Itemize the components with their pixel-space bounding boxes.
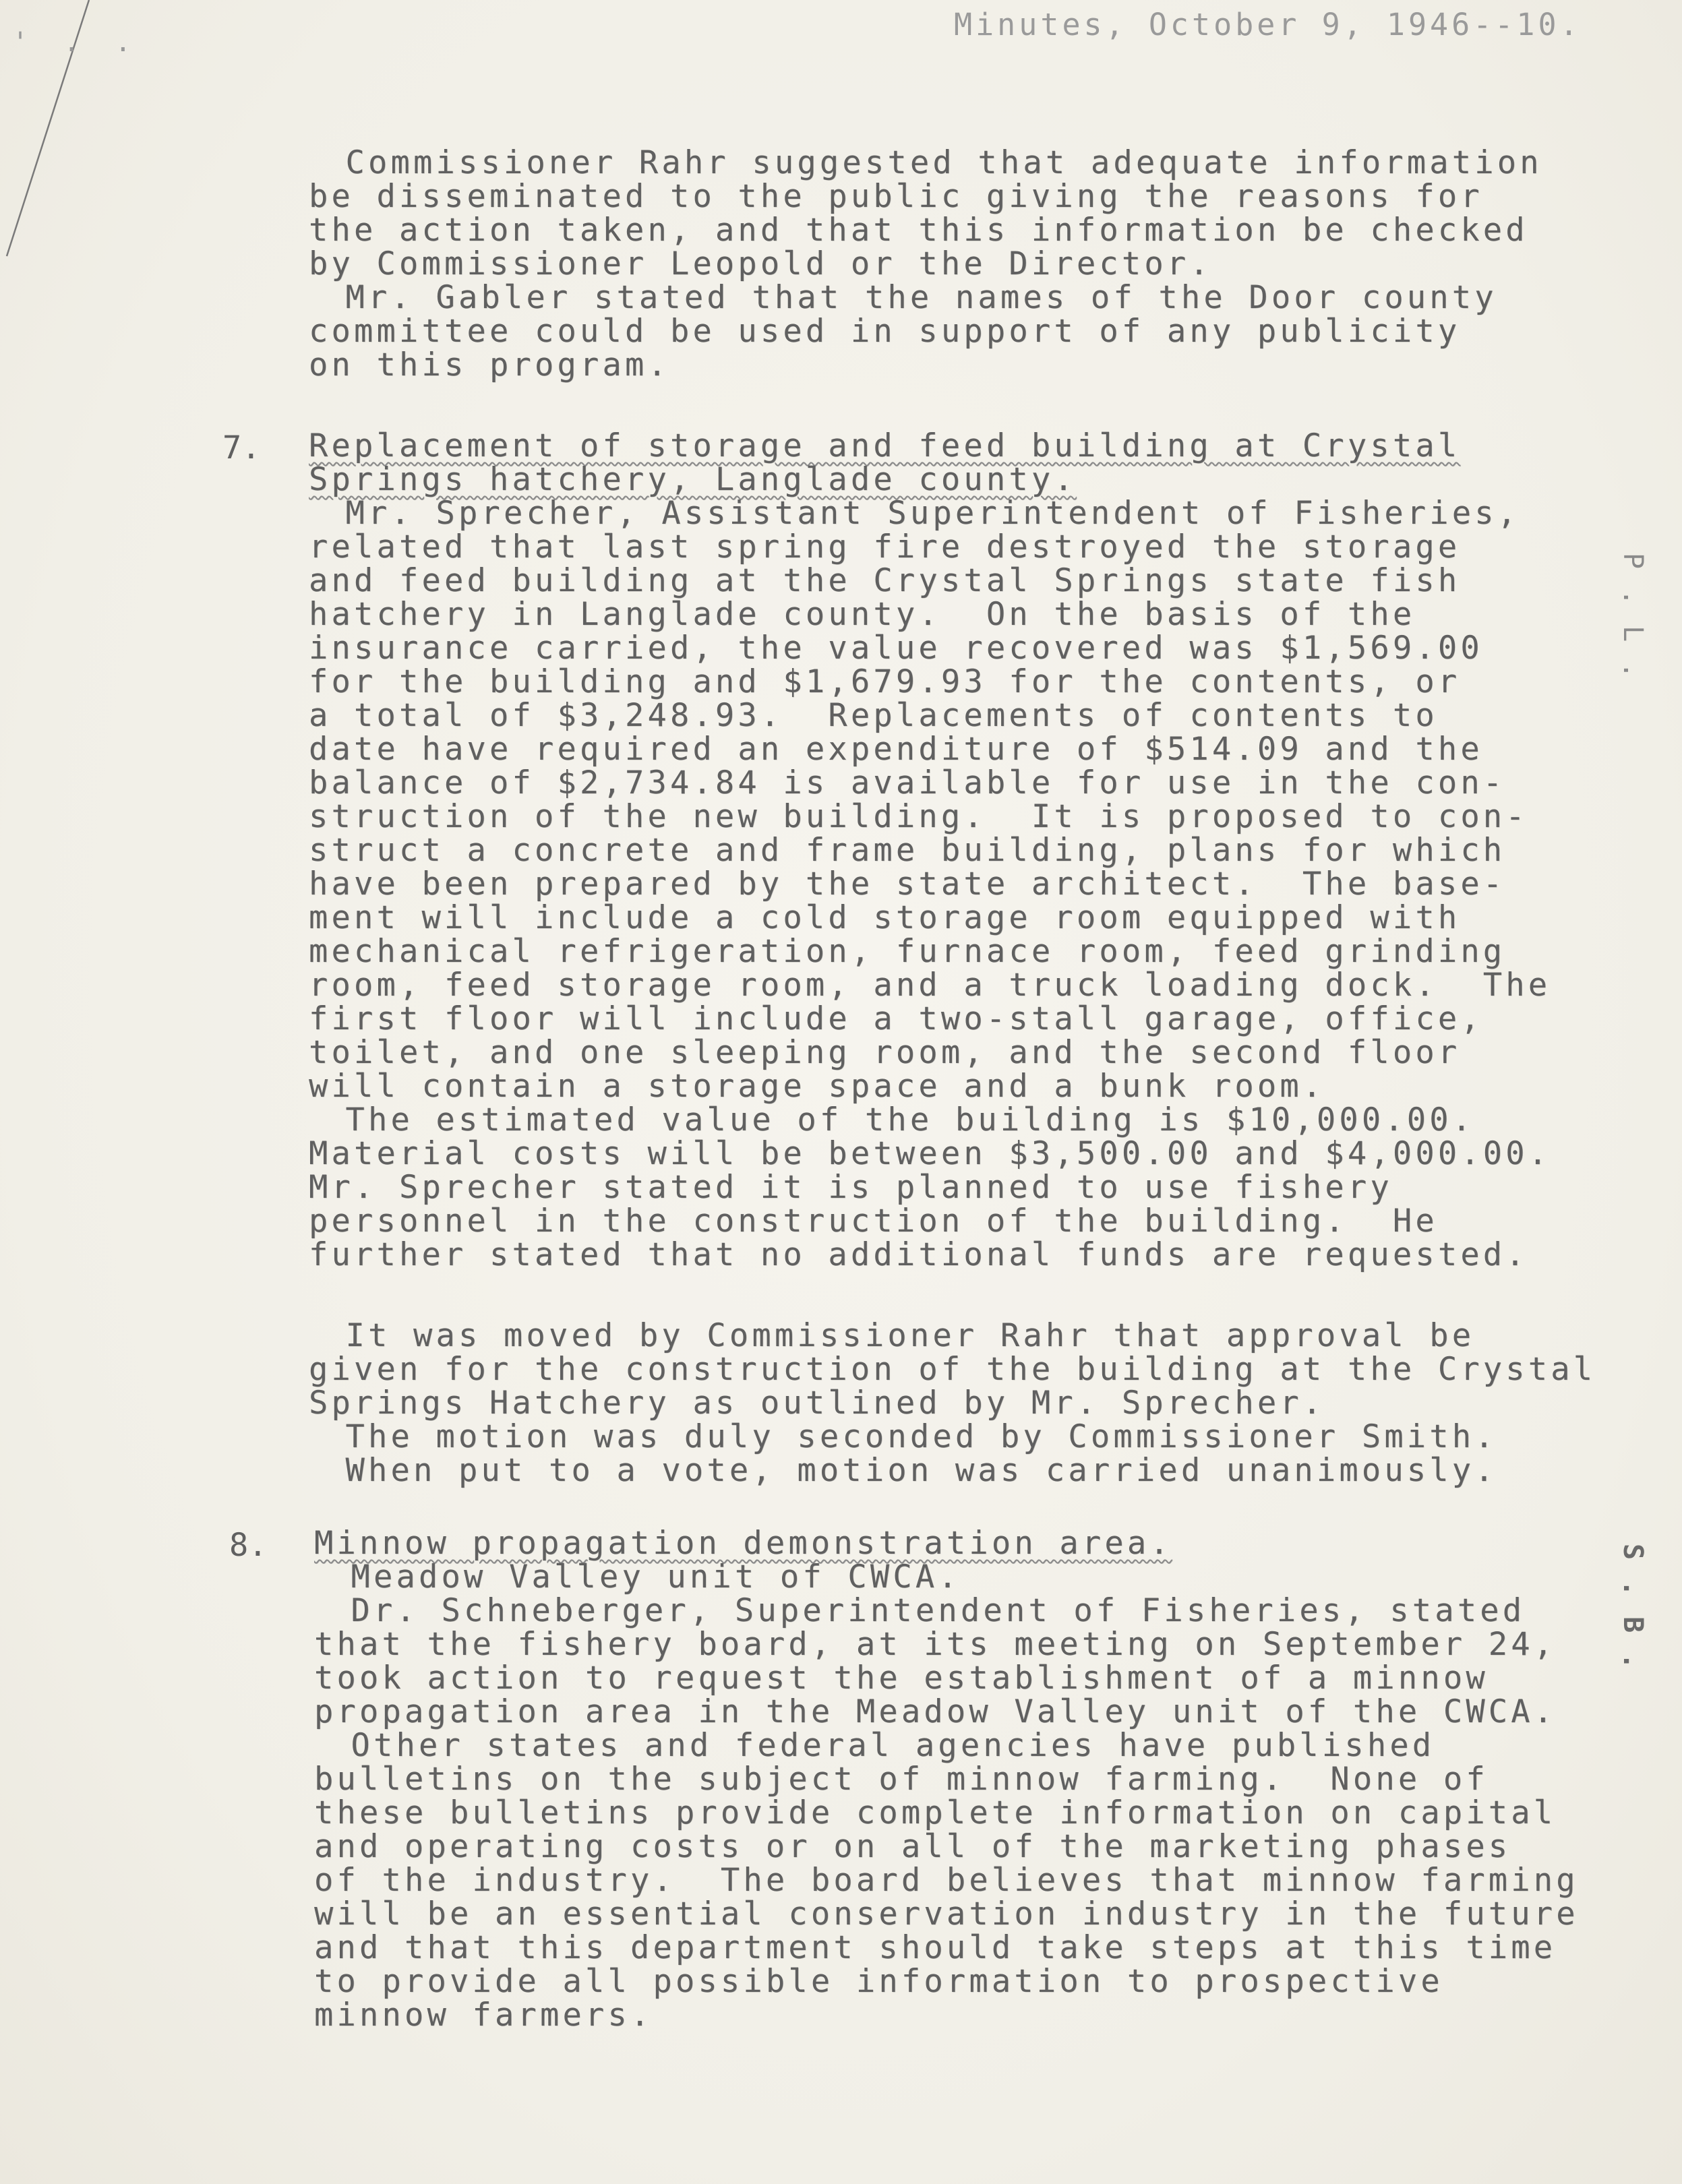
- body-line: hatchery in Langlade county. On the basis of the: [309, 596, 1416, 633]
- item-heading: Springs hatchery, Langlade county.: [309, 461, 1077, 498]
- body-line: and operating costs or on all of the marketing phases: [314, 1828, 1511, 1865]
- body-line: Other states and federal agencies have published: [238, 1727, 1435, 1764]
- body-line: Mr. Sprecher, Assistant Superintendent of Fisheries,: [233, 495, 1520, 532]
- body-line: took action to request the establishment of a minnow: [314, 1660, 1489, 1697]
- motion-line: It was moved by Commissioner Rahr that approval be: [233, 1317, 1475, 1354]
- body-line: room, feed storage room, and a truck loading dock. The: [309, 967, 1551, 1004]
- body-line: personnel in the construction of the building. He: [309, 1203, 1438, 1240]
- body-line: balance of $2,734.84 is available for use in the con-: [309, 764, 1506, 801]
- body-line: to provide all possible information to prospective: [314, 1963, 1443, 2000]
- body-line: The estimated value of the building is $10,000.00.: [233, 1101, 1475, 1139]
- item-number: 7.: [222, 429, 261, 466]
- motion-line: The motion was duly seconded by Commissioner Smith.: [233, 1418, 1497, 1455]
- margin-annotation-upper: P.L.: [1617, 553, 1648, 699]
- body-line: and that this department should take steps at this time: [314, 1929, 1557, 1966]
- intro-line: committee could be used in support of any publicity: [309, 313, 1461, 350]
- body-line: will contain a storage space and a bunk room.: [309, 1068, 1325, 1105]
- body-line: Dr. Schneberger, Superintendent of Fisheries, stated: [238, 1592, 1526, 1629]
- margin-annotation-lower: S.B.: [1617, 1544, 1648, 1690]
- body-line: ment will include a cold storage room equipped with: [309, 899, 1461, 936]
- body-line: propagation area in the Meadow Valley unit of the CWCA.: [314, 1693, 1557, 1730]
- body-line: mechanical refrigeration, furnace room, feed grinding: [309, 933, 1506, 970]
- body-line: toilet, and one sleeping room, and the second floor: [309, 1034, 1461, 1071]
- intro-line: be disseminated to the public giving the reasons for: [309, 178, 1483, 215]
- body-line: struction of the new building. It is proposed to con-: [309, 798, 1528, 835]
- intro-line: by Commissioner Leopold or the Director.: [309, 245, 1212, 282]
- body-line: bulletins on the subject of minnow farming. None of: [314, 1761, 1489, 1798]
- body-line: of the industry. The board believes that minnow farming: [314, 1862, 1579, 1899]
- body-line: struct a concrete and frame building, plans for which: [309, 832, 1506, 869]
- item-heading: Minnow propagation demonstration area.: [314, 1525, 1172, 1562]
- intro-line: on this program.: [309, 346, 670, 384]
- body-line: a total of $3,248.93. Replacements of contents to: [309, 697, 1438, 734]
- body-line: insurance carried, the value recovered was $1,569.00: [309, 630, 1483, 667]
- body-line: have been prepared by the state architect. The base-: [309, 866, 1506, 903]
- body-line: first floor will include a two-stall garage, office,: [309, 1000, 1483, 1037]
- corner-mark: ' . .: [12, 27, 141, 58]
- body-line: these bulletins provide complete information on capital: [314, 1794, 1557, 1831]
- body-line: and feed building at the Crystal Springs state fish: [309, 562, 1461, 599]
- body-line: for the building and $1,679.93 for the contents, or: [309, 663, 1461, 700]
- motion-line: given for the construction of the building at the Crystal: [309, 1351, 1596, 1388]
- intro-line: Commissioner Rahr suggested that adequate information: [233, 144, 1542, 181]
- item-heading: Replacement of storage and feed building at Crystal: [309, 427, 1461, 464]
- body-line: will be an essential conservation industry in the future: [314, 1895, 1579, 1933]
- body-line: minnow farmers.: [314, 1997, 653, 2034]
- intro-line: the action taken, and that this information be checked: [309, 212, 1528, 249]
- body-line: Mr. Sprecher stated it is planned to use fishery: [309, 1169, 1393, 1206]
- intro-line: Mr. Gabler stated that the names of the Door county: [233, 279, 1497, 316]
- body-line: related that last spring fire destroyed the storage: [309, 528, 1461, 566]
- motion-line: When put to a vote, motion was carried unanimously.: [233, 1452, 1497, 1489]
- body-line: further stated that no additional funds are requested.: [309, 1236, 1528, 1273]
- body-line: date have required an expenditure of $514.09 and the: [309, 731, 1483, 768]
- body-line: Material costs will be between $3,500.00 and $4,000.00.: [309, 1135, 1551, 1172]
- body-line: that the fishery board, at its meeting on September 24,: [314, 1626, 1557, 1663]
- motion-line: Springs Hatchery as outlined by Mr. Sprecher.: [309, 1385, 1325, 1422]
- body-line: Meadow Valley unit of CWCA.: [238, 1558, 961, 1596]
- item-number: 8.: [229, 1527, 268, 1564]
- page-header: Minutes, October 9, 1946--10.: [954, 7, 1582, 42]
